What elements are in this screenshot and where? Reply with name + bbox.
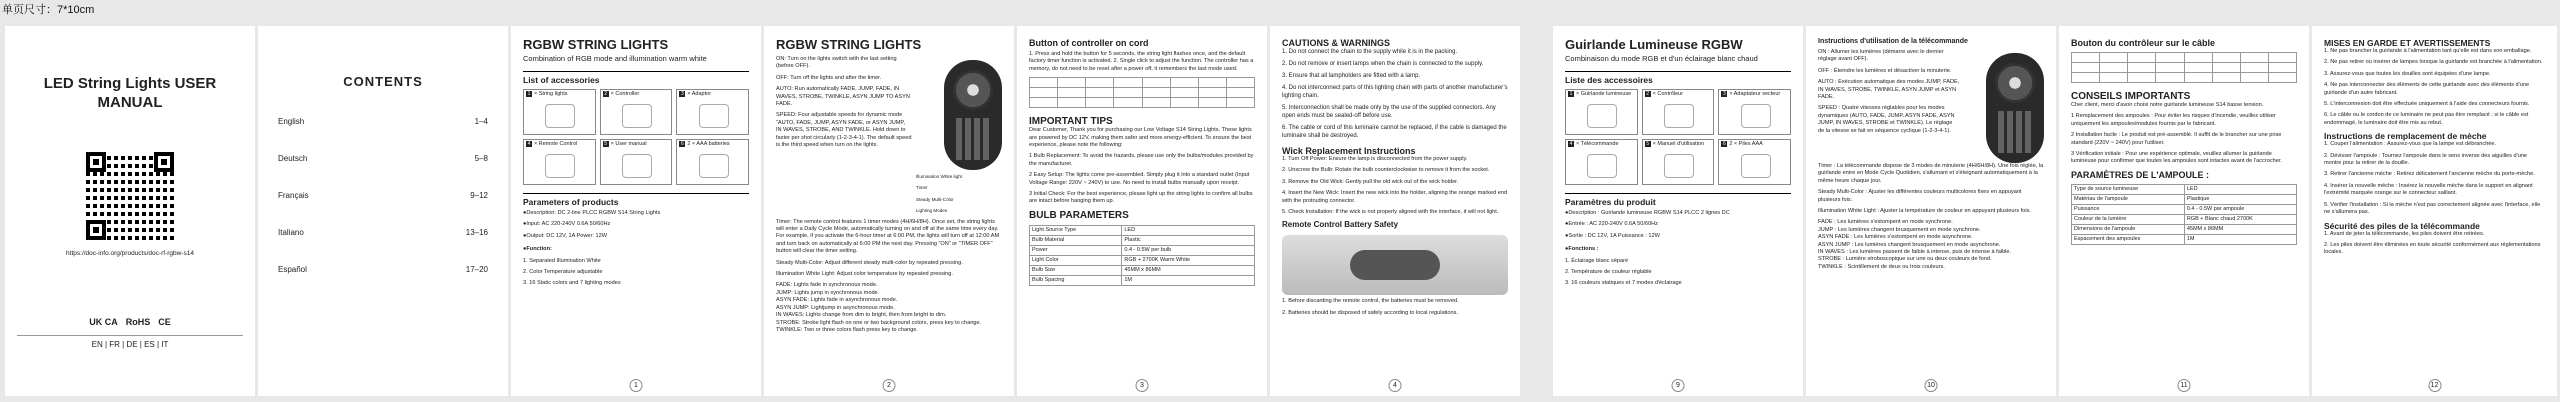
accessory-item: 5 × User manual [600,139,673,185]
mode-descriptions: Timer : La télécommande dispose de 3 modes de minuterie (4H/6H/8H). Une fois réglée, la guirlande entre en Mode Cycle Quotidien, s'allumant et s'éteignant automatiquement à la même heure chaque jour. Steady Multi-Color : Ajuster les différentes couleurs multicolores fixes en appuyant plusieurs fois. Illumination White Light : Ajuster la température de couleur en appuyant plusieurs fois. FADE : Les lumières s'estompent en mode synchrone. JUMP : Les lumières changent brusquement en mode synchrone. ASYN FADE : Les lumières s'estompent en mode asynchrone. ASYN JUMP : Les lumières changent brusquement en mode asynchrone. IN WAVES : Les lumières passent de faible à intense, puis de intense à faible. STROBE : Lumière stroboscopique sur une ou deux couleurs de fond. TWINKLE : Scintillement de deux ou trois couleurs. [1818,163,2044,270]
battery-title: Sécurité des piles de la télécommande [2324,220,2480,231]
tips-list: Cher client, merci d'avoir choisi notre guirlande lumineuse S14 basse tension. 1 Remplacement des ampoules : Pour éviter les risques d'incendie, veuillez utiliser uniquement les ampoules/modules fournis par le fabricant. 2 Installation facile : Le produit est pré-assemblé. Il suffit de le brancher sur une prise standard (220V ~ 240V) pour l'utiliser. 3 Vérification initiale : Pour une expérience optimale, veuillez allumer la guirlande lumineuse pour confirmer que toutes les ampoules sont intactes avant de l'accrocher. [2071,102,2282,165]
bulb-table: Type de source lumineuse LED Matériau de l'ampoule Plastique Puissance 0.4 - 0.5W par ampoule Couleur de la lumière RGB + Blanc chaud 2700K Dimensions de l'ampoule 45MM x 86MM Espacement des ampoules 1M [2071,184,2297,245]
page-title: Guirlande Lumineuse RGBW [1565,37,1743,52]
toc-row: Español 17–20 [278,265,488,274]
cover-page [5,26,255,396]
tips-list: Dear Customer, Thank you for purchasing our Low Voltage S14 String Lights. These lights are powered by DC 12V, making them safer and more energy-efficient. To ensure the best experience, please note the following: 1 Bulb Replacement: To avoid the hazards, please use only the bulbs/modules provided by the manufacturer. 2 Easy Setup: The lights come pre-assembled. Simply plug it into a standard outlet (Input Voltage Range: 220V ~ 240V) to use. No need to install bulbs manually upon receipt. 3 Initial Check: For the best experience, please light up the string lights to confirm all bulbs are intact before hanging them up. [1029,127,1254,205]
accessories-title: List of accessories [523,71,749,85]
accessory-item: 3 × Adaptor [676,89,749,135]
wick-list: 1. Couper l'alimentation : Assurez-vous que la lampe est débranchée. 2. Dévisser l'ampoule : Tournez l'ampoule dans le sens inverse des aiguilles d'une montre pour la retirer de la douille. 3. Retirer l'ancienne mèche : Retirez délicatement l'ancienne mèche du porte-mèche. 4. Insérer la nouvelle mèche : Insérez la nouvelle mèche dans le support en alignant l'extrémité marquée orange sur le connecteur saillant. 5. Vérifier l'installation : Si la mèche n'est pas correctement alignée avec l'interface, elle ne s'allumera pas. [2324,141,2541,216]
accessory-item: 3 × Adaptateur secteur [1718,89,1791,135]
contents-page [258,26,508,396]
bulb-table: Light Source Type LED Bulb Material Plastic Power 0.4 - 0.5W per bulb Light Color RGB + 2700K Warm White Bulb Size 45MM x 86MM Bulb Spacing 1M [1029,225,1255,286]
page-subtitle: Combination of RGB mode and illumination warm white [523,54,707,63]
rohs-mark: RoHS [125,317,151,327]
accessory-item: 1 × String lights [523,89,596,135]
accessory-item: 4 × Remote Control [523,139,596,185]
qr-code-icon [86,152,174,240]
battery-title: Remote Control Battery Safety [1282,220,1399,230]
language-list: EN | FR | DE | ES | IT [17,335,243,349]
mode-table [2071,52,2297,83]
accessory-item: 5 × Manuel d'utilisation [1642,139,1715,185]
params-title: Parameters of products [523,193,749,207]
en-page-1: RGBW STRING LIGHTS Combination of RGB mode and illumination warm white List of accessories 1 × String lights 2 × Controller 3 × Adaptor 4 × Remote Control 5 × User manual 6 2 × AAA batteries Parameters of products ●Description: DC 2-line PLCC RGBW S14 String Lights ●Input: AC 220-240V 0.6A 50/60Hz ●Output: DC 12V, 1A Power: 12W ●Function: 1. Separated Illumination White 2. Color Temperature adjustable 3. 16 Static colors and 7 lighting modes 1 [511,26,761,396]
certification-marks [17,317,243,327]
fr-page-2: Instructions d'utilisation de la télécommande ON : Allumer les lumières (démarre avec le dernier réglage avant OFF). OFF : Éteindre les lumières et désactiver la minuterie. AUTO : Exécution automatique des modes JUMP, FADE, IN WAVES, STROBE, TWINKLE, ASYN JUMP et ASYN FADE. SPEED : Quatre vitesses réglables pour les modes dynamiques (AUTO, FADE, JUMP, ASYN FADE, ASYN JUMP, IN WAVES, STROBE et TWINKLE). Le réglage de la vitesse se fait en séquence cyclique (1-2-3-4-1). Timer : La télécommande dispose de 3 modes de minuterie (4H/6H/8H). Une fois réglée, la guirlande entre en Mode Cycle Quotidien, s'allumant et s'éteignant automatiquement à la même heure chaque jour. Steady Multi-Color : Ajuster les différentes couleurs multicolores fixes en appuyant plusieurs fois. Illumination White Light : Ajuster la température de couleur en appuyant plusieurs fois. FADE : Les lumières s'estompent en mode synchrone. JUMP : Les lumières changent brusquement en mode synchrone. ASYN FADE : Les lumières s'estompent en mode asynchrone. ASYN JUMP : Les lumières changent brusquement en mode asynchrone. IN WAVES : Les lumières passent de faible à intense, puis de intense à faible. STROBE : Lumière stroboscopique sur une ou deux couleurs de fond. TWINKLE : Scintillement de deux ou trois couleurs. 10 [1806,26,2056,396]
page-title: Bouton du contrôleur sur le câble [2071,38,2216,48]
toc-row: Italiano 13–16 [278,228,488,237]
toc-row: Deutsch 5–8 [278,154,488,163]
wick-title: Instructions de remplacement de mèche [2324,131,2487,142]
tips-title: IMPORTANT TIPS [1029,116,1113,128]
accessory-item: 2 × Contrôleur [1642,89,1715,135]
accessories-grid [523,89,749,185]
accessory-item: 2 × Controller [600,89,673,135]
battery-remote-icon [1282,235,1508,295]
page-title: Button of controller on cord [1029,38,1149,48]
remote-control-icon [1986,53,2044,163]
fr-page-3: Bouton du contrôleur sur le câble CONSEILS IMPORTANTS Cher client, merci d'avoir choisi notre guirlande lumineuse S14 basse tension. 1 Remplacement des ampoules : Pour éviter les risques d'incendie, veuillez utiliser uniquement les ampoules/modules fournis par le fabricant. 2 Installation facile : Le produit est pré-assemblé. Il suffit de le brancher sur une prise standard (220V ~ 240V) pour l'utiliser. 3 Vérification initiale : Pour une expérience optimale, veuillez allumer la guirlande lumineuse pour confirmer que toutes les ampoules sont intactes avant de l'accrocher. PARAMÈTRES DE L'AMPOULE : Type de source lumineuse LED Matériau de l'ampoule Plastique Puissance 0.4 - 0.5W par ampoule Couleur de la lumière RGB + Blanc chaud 2700K Dimensions de l'ampoule 45MM x 86MM Espacement des ampoules 1M 11 [2059,26,2309,396]
cover-title: LED String Lights USER MANUAL [43,75,217,111]
wick-title: Wick Replacement Instructions [1282,146,1416,156]
mode-table [1029,77,1255,108]
ukca-mark: UK CA [89,317,118,327]
warnings-title: MISES EN GARDE ET AVERTISSEMENTS [2324,38,2491,48]
en-page-4: CAUTIONS & WARNINGS 1. Do not connect the chain to the supply while it is in the packing. 2. Do not remove or insert lamps when the chain is connected to the supply. 3. Ensure that all lampholders are fitted with a lamp. 4. Do not interconnect parts of this lighting chain with parts of another manufacturer’s lighting chain. 5. Interconnection shall be made only by the use of the supplied connectors. Any open ends must be sealed-off before use. 6. The cable or cord of this luminaire cannot be replaced, if the cable is damaged the luminaire shall be destroyed. Wick Replacement Instructions 1. Turn Off Power: Ensure the lamp is disconnected from the power supply. 2. Unscrew the Bulb: Rotate the bulb counterclockwise to remove it from the socket. 3. Remove the Old Wick: Gently pull the old wick out of the wick holder. 4. Insert the New Wick: Insert the new wick into the holder, aligning the orange marked end with the protruding connector. 5. Check Installation: If the wick is not properly aligned with the interface, it will not light. Remote Control Battery Safety 1. Before discarding the remote control, the batteries must be removed. 2. Batteries should be disposed of safely according to local regulations. 4 [1270,26,1520,396]
contents-title: CONTENTS [343,74,423,89]
accessory-item: 6 2 × AAA batteries [676,139,749,185]
cover-url: https://doc-info.org/products/doc-rf-rgbw-s14 [66,250,194,257]
page-title: RGBW STRING LIGHTS [523,37,669,52]
accessory-item: 6 2 × Piles AAA [1718,139,1791,185]
fr-page-4: MISES EN GARDE ET AVERTISSEMENTS 1. Ne pas brancher la guirlande à l'alimentation tant qu'elle est dans son emballage. 2. Ne pas retirer ou insérer de lampes lorsque la guirlande est branchée à l'alimentation. 3. Assurez-vous que toutes les douilles sont équipées d'une lampe. 4. Ne pas interconnecter des éléments de cette guirlande avec des éléments d'une guirlande d'un autre fabricant. 5. L'interconnexion doit être effectuée uniquement à l'aide des connecteurs fournis. 6. Le câble ou le cordon de ce luminaire ne peut pas être remplacé ; si le câble est endommagé, le luminaire doit être mis au rebut. Instructions de remplacement de mèche 1. Couper l'alimentation : Assurez-vous que la lampe est débranchée. 2. Dévisser l'ampoule : Tournez l'ampoule dans le sens inverse des aiguilles d'une montre pour la retirer de la douille. 3. Retirer l'ancienne mèche : Retirez délicatement l'ancienne mèche du porte-mèche. 4. Insérer la nouvelle mèche : Insérez la nouvelle mèche dans le support en alignant l'extrémité marquée orange sur le connecteur saillant. 5. Vérifier l'installation : Si la mèche n'est pas correctement alignée avec l'interface, elle ne s'allumera pas. Sécurité des piles de la télécommande 1. Avant de jeter la télécommande, les piles doivent être retirées. 2. Les piles doivent être éliminées en toute sécurité conformément aux réglementations locales. 12 [2312,26,2557,396]
remote-instructions: ON : Allumer les lumières (démarre avec le dernier réglage avant OFF). OFF : Éteindre les lumières et désactiver la minuterie. AUTO : Exécution automatique des modes JUMP, FADE, IN WAVES, STROBE, TWINKLE, ASYN JUMP et ASYN FADE. SPEED : Quatre vitesses réglables pour les modes dynamiques (AUTO, FADE, JUMP, ASYN FADE, ASYN JUMP, IN WAVES, STROBE et TWINKLE). Le réglage de la vitesse se fait en séquence cyclique (1-2-3-4-1). [1818,49,1960,134]
warnings-title: CAUTIONS & WARNINGS [1282,38,1390,48]
page-title: RGBW STRING LIGHTS [776,37,922,52]
toc-row: English 1–4 [278,117,488,126]
warnings-list: 1. Do not connect the chain to the supply while it is in the packing. 2. Do not remove or insert lamps when the chain is connected to the supply. 3. Ensure that all lampholders are fitted with a lamp. 4. Do not interconnect parts of this lighting chain with parts of another manufacturer’s lighting chain. 5. Interconnection shall be made only by the use of the supplied connectors. Any open ends must be sealed-off before use. 6. The cable or cord of this luminaire cannot be replaced, if the cable is damaged the luminaire shall be destroyed. [1282,49,1508,139]
warnings-list: 1. Ne pas brancher la guirlande à l'alimentation tant qu'elle est dans son emballage. 2. Ne pas retirer ou insérer de lampes lorsque la guirlande est branchée à l'alimentation. 3. Assurez-vous que toutes les douilles sont équipées d'une lampe. 4. Ne pas interconnecter des éléments de cette guirlande avec des éléments d'une guirlande d'un autre fabricant. 5. L'interconnexion doit être effectuée uniquement à l'aide des connecteurs fournis. 6. Le câble ou le cordon de ce luminaire ne peut pas être remplacé ; si le câble est endommagé, le luminaire doit être mis au rebut. [2324,48,2543,126]
accessory-item: 1 × Guirlande lumineuse [1565,89,1638,135]
toc-row: Français 9–12 [278,191,488,200]
accessories-grid [1565,89,1791,185]
toc [270,117,496,274]
bulb-title: BULB PARAMETERS [1029,209,1129,221]
params-title: Paramètres du produit [1565,193,1791,207]
wick-list: 1. Turn Off Power: Ensure the lamp is disconnected from the power supply. 2. Unscrew the Bulb: Rotate the bulb counterclockwise to remove it from the socket. 3. Remove the Old Wick: Gently pull the old wick out of the wick holder. 4. Insert the New Wick: Insert the new wick into the holder, aligning the orange marked end with the protruding connector. 5. Check Installation: If the wick is not properly aligned with the interface, it will not light. [1282,156,1508,216]
ce-mark: CE [158,317,171,327]
remote-control-icon [944,60,1002,170]
accessories-title: Liste des accessoires [1565,71,1791,85]
tips-title: CONSEILS IMPORTANTS [2071,91,2191,102]
en-page-3: Button of controller on cord 1. Press and hold the button for 5 seconds, the string light flashes once, and the default factory timer function is activated. 2. Single click to adjust the function. The controller has a memory, do not need to be reset after a power off, it remembers the last mode used. IMPORTANT TIPS Dear Customer, Thank you for purchasing our Low Voltage S14 String Lights. These lights are powered by DC 12V, making them safer and more energy-efficient. To ensure the best experience, please note the following: 1 Bulb Replacement: To avoid the hazards, please use only the bulbs/modules provided by the manufacturer. 2 Easy Setup: The lights come pre-assembled. Simply plug it into a standard outlet (Input Voltage Range: 220V ~ 240V) to use. No need to install bulbs manually upon receipt. 3 Initial Check: For the best experience, please light up the string lights to confirm all bulbs are intact before hanging them up. BULB PARAMETERS Light Source Type LED Bulb Material Plastic Power 0.4 - 0.5W per bulb Light Color RGB + 2700K Warm White Bulb Size 45MM x 86MM Bulb Spacing 1M 3 [1017,26,1267,396]
fr-page-1: Guirlande Lumineuse RGBW Combinaison du mode RGB et d'un éclairage blanc chaud Liste des accessoires 1 × Guirlande lumineuse 2 × Contrôleur 3 × Adaptateur secteur 4 × Télécommande 5 × Manuel d'utilisation 6 2 × Piles AAA Paramètres du produit ●Description : Guirlande lumineuse RGBW S14 PLCC 2 lignes DC ●Entrée : AC 220-240V 0.6A 50/60Hz ●Sortie : DC 12V, 1A Puissance : 12W ●Fonctions : 1. Éclairage blanc séparé 2. Température de couleur réglable 3. 16 couleurs statiques et 7 modes d'éclairage 9 [1553,26,1803,396]
controller-text: 1. Press and hold the button for 5 seconds, the string light flashes once, and the default factory timer function is activated. 2. Single click to adjust the function. The controller has a memory, do not need to be reset after a power off, it remembers the last mode used. [1029,51,1254,72]
en-page-2: RGBW STRING LIGHTS ON: Turn on the lights switch with the last setting (before OFF). OFF: Turn off the lights and after the timer. AUTO: Run automatically FADE, JUMP, FADE, IN WAVES, STROBE, TWINKLE, ASYN JUMP TO ASYN FADE. SPEED: Four adjustable speeds for dynamic mode “AUTO, FADE, JUMP, ASYN FADE, or ASYN JUMP, IN WAVES, STROBE, AND TWINKLE. Hold down to faster per shot circularly (1-2-3-4-1). The default speed is the third speed when turn on the lights. Illumination White light Timer Steady Multi-Color Lighting Modes Timer: The remote control features 1 timer modes (4H/6H/8H). Once set, the string lights will enter a Daily Cycle Mode, automatically turning on and off at the same time every day. For example, if you activate the 6-hour timer at 6:00 PM, the lights will turn off at 12:00 AM and turn back on automatically at 6:00 PM the next day. Pressing “ON” or “TIMER OFF” button will clear the timer setting. Steady Multi-Color: Adjust different steady multi-color by repeated pressing. Illumination White Light: Adjust color temperature by repeated pressing. FADE: Lights fade in synchronous mode. JUMP: Lights jump in synchronous mode. ASYN FADE: Lights fade in asynchronous mode. ASYN JUMP: Lightjump in asynchronous mode. IN WAVES: Lights change from dim to bright, then from bright to dim. STROBE: Strobe light flash on one or two background colors, press key to change. TWINKLE: Two or three colors flash press key to change. 2 [764,26,1014,396]
battery-list: 1. Avant de jeter la télécommande, les piles doivent être retirées. 2. Les piles doivent être éliminées en toute sécurité conformément aux réglementations locales. [2324,230,2541,256]
mode-descriptions: Timer: The remote control features 1 timer modes (4H/6H/8H). Once set, the string lights will enter a Daily Cycle Mode, automatically turning on and off at the same time every day. For example, if you activate the 6-hour timer at 6:00 PM, the lights will turn off at 12:00 AM and turn back on automatically at 6:00 PM the next day. Pressing “ON” or “TIMER OFF” button will clear the timer setting. Steady Multi-Color: Adjust different steady multi-color by repeated pressing. Illumination White Light: Adjust color temperature by repeated pressing. FADE: Lights fade in synchronous mode. JUMP: Lights jump in synchronous mode. ASYN FADE: Lights fade in asynchronous mode. ASYN JUMP: Lightjump in asynchronous mode. IN WAVES: Lights change from dim to bright, then from bright to dim. STROBE: Strobe light flash on one or two background colors, press key to change. TWINKLE: Two or three colors flash press key to change. [776,218,1000,333]
remote-instructions: ON: Turn on the lights switch with the last setting (before OFF). OFF: Turn off the lights and after the timer. AUTO: Run automatically FADE, JUMP, FADE, IN WAVES, STROBE, TWINKLE, ASYN JUMP TO ASYN FADE. SPEED: Four adjustable speeds for dynamic mode “AUTO, FADE, JUMP, ASYN FADE, or ASYN JUMP, IN WAVES, STROBE, AND TWINKLE. Hold down to faster per shot circularly (1-2-3-4-1). The default speed is the third speed when turn on the lights. [776,56,912,149]
page-size-note: 单页尺寸：7*10cm [2,4,95,16]
accessory-item: 4 × Télécommande [1565,139,1638,185]
battery-list: 1. Before discarding the remote control, the batteries must be removed. 2. Batteries should be disposed of safely according to local regulations. [1282,298,1459,316]
page-subtitle: Combinaison du mode RGB et d'un éclairage blanc chaud [1565,54,1758,63]
page-title: Instructions d'utilisation de la télécommande [1818,38,1968,45]
bulb-title: PARAMÈTRES DE L'AMPOULE : [2071,169,2209,180]
